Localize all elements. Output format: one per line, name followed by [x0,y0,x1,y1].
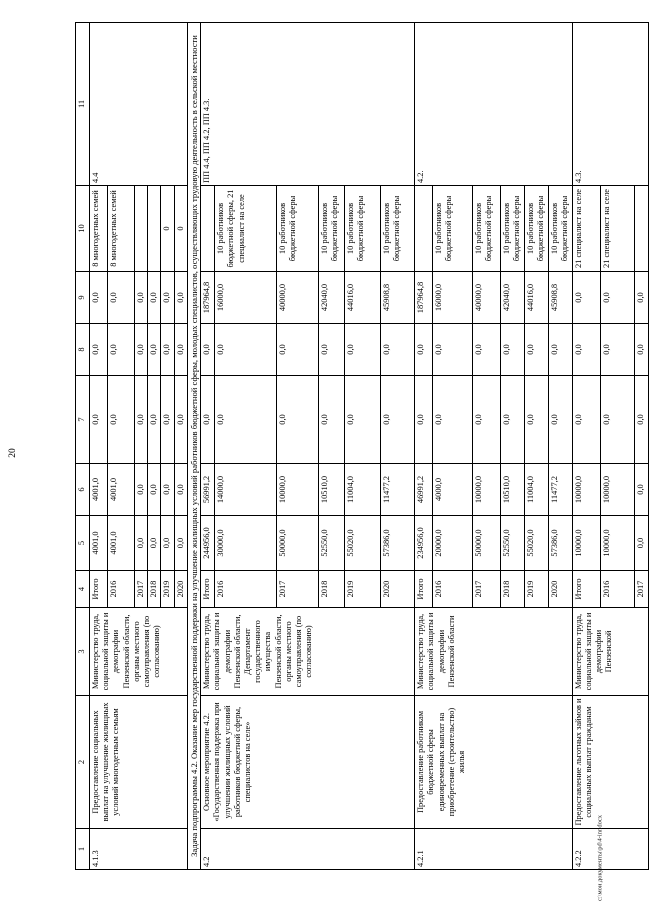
program-table [75,22,649,870]
value-cell: 56991,2 [201,464,215,516]
value-cell: 0,0 [90,272,108,324]
value-cell: 57386,0 [548,516,572,571]
table-row [201,23,215,870]
value-cell: 0,0 [135,272,148,324]
indicator-cell: 10 работников бюджетной сферы [473,186,501,272]
value-cell: 11004,0 [345,464,381,516]
value-cell: 30000,0 [215,516,277,571]
measure-name: Предоставление работникам бюджетной сферы единовременных выплат на приобретение (строительство) жилья [415,696,572,829]
value-cell: 10000,0 [600,464,634,516]
value-cell: 4001,0 [108,464,135,516]
year-cell: 2019 [345,571,381,608]
value-cell: 0,0 [600,272,634,324]
value-cell: 0,0 [572,376,600,464]
value-cell: 0,0 [277,376,319,464]
value-cell: 0,0 [135,324,148,376]
value-cell: 0,0 [572,272,600,324]
year-cell: 2016 [600,571,634,608]
value-cell: 50000,0 [473,516,501,571]
measure-name: Предоставление льготных займов и социальных выплат гражданам [572,696,648,829]
value-cell: 0,0 [161,376,174,464]
value-cell: 0,0 [319,376,345,464]
value-cell: 42040,0 [319,272,345,324]
value-cell: 187964,8 [415,272,433,324]
value-cell: 244956,0 [201,516,215,571]
value-cell: 234956,0 [415,516,433,571]
value-cell: 0,0 [108,376,135,464]
indicator-cell: 8 многодетных семей [90,186,108,272]
column-number-header: 4 [76,571,90,608]
page-number: 20 [8,447,18,458]
indicator-cell: 21 специалист на селе [600,186,634,272]
value-cell: 42040,0 [501,272,525,324]
value-cell: 45908,8 [548,272,572,324]
value-cell: 0,0 [381,324,415,376]
column-number-header: 1 [76,829,90,870]
year-cell: 2016 [108,571,135,608]
value-cell: 0,0 [634,324,648,376]
indicator-cell [201,186,215,272]
measure-number: 4.2.2 [572,829,648,870]
value-cell: 0,0 [600,376,634,464]
value-cell: 0,0 [501,324,525,376]
year-cell: 2018 [319,571,345,608]
value-cell: 11477,2 [381,464,415,516]
year-cell: 2017 [634,571,648,608]
year-cell: Итого [201,571,215,608]
value-cell: 55020,0 [525,516,548,571]
year-cell: 2016 [433,571,473,608]
value-cell: 57386,0 [381,516,415,571]
year-cell: Итого [415,571,433,608]
value-cell: 0,0 [135,464,148,516]
header-row [76,23,90,870]
value-cell: 4001,0 [90,516,108,571]
value-cell: 4000,0 [433,464,473,516]
value-cell: 0,0 [174,324,187,376]
indicator-cell: 10 работников бюджетной сферы [345,186,381,272]
table-body [76,23,649,870]
value-cell: 0,0 [634,376,648,464]
indicator-cell: 10 работников бюджетной сферы [319,186,345,272]
value-cell: 10000,0 [277,464,319,516]
column-number-header: 5 [76,516,90,571]
value-cell: 50000,0 [277,516,319,571]
section-title: Задача подпрограммы 4.2. Оказание мер государственной поддержки на улучшение жилищных условий работников бюджетной сферы, молодых специалистов, осуществляющих трудовую деятельность в сельской местности [187,23,200,870]
year-cell: 2017 [277,571,319,608]
value-cell: 0,0 [90,324,108,376]
value-cell: 0,0 [215,324,277,376]
value-cell: 0,0 [201,376,215,464]
value-cell: 0,0 [135,516,148,571]
value-cell: 16000,0 [215,272,277,324]
year-cell: 2016 [215,571,277,608]
indicator-cell: 8 многодетных семей [108,186,135,272]
value-cell: 10510,0 [501,464,525,516]
value-cell: 0,0 [148,272,161,324]
year-cell: 2020 [548,571,572,608]
indicator-cell [135,186,148,272]
year-cell: Итого [90,571,108,608]
year-cell: 2018 [148,571,161,608]
value-cell: 44016,0 [525,272,548,324]
value-cell: 0,0 [90,376,108,464]
value-cell: 0,0 [108,324,135,376]
value-cell: 40000,0 [473,272,501,324]
column-number-header: 2 [76,696,90,829]
indicator-link: ПП 4.4, ПП 4.2, ПП 4.3. [201,23,415,186]
column-number-header: 8 [76,324,90,376]
indicator-cell [148,186,161,272]
value-cell: 0,0 [473,324,501,376]
year-cell: 2017 [473,571,501,608]
indicator-cell: 10 работников бюджетной сферы [525,186,548,272]
value-cell: 0,0 [161,272,174,324]
value-cell: 0,0 [381,376,415,464]
value-cell: 10000,0 [473,464,501,516]
value-cell: 0,0 [174,464,187,516]
file-path-footer: c:\мои документы\pd\4-inr.docx [596,814,604,902]
executor: Министерство труда, социальной защиты и демографии Пензенской области, Департамент государственного имущества Пензенской области, органы местного самоуправления (по согласованию) [201,608,415,696]
measure-name: Основное мероприятие 4.2. «Государственная поддержка при улучшении жилищных условий работников бюджетной сферы, специалистов на селе» [201,696,415,829]
value-cell: 0,0 [161,516,174,571]
executor: Министерство труда, социальной защиты и демографии Пензенской области, органы местного самоуправления (по согласованию) [90,608,188,696]
value-cell: 10510,0 [319,464,345,516]
value-cell: 0,0 [433,324,473,376]
year-cell: Итого [572,571,600,608]
indicator-cell: 0 [174,186,187,272]
value-cell: 4001,0 [90,464,108,516]
value-cell: 55020,0 [345,516,381,571]
value-cell: 40000,0 [277,272,319,324]
value-cell: 0,0 [277,324,319,376]
value-cell: 0,0 [634,516,648,571]
indicator-cell: 10 работников бюджетной сферы [277,186,319,272]
value-cell: 0,0 [215,376,277,464]
indicator-link: 4.3. [572,23,648,186]
year-cell: 2019 [525,571,548,608]
column-number-header: 7 [76,376,90,464]
year-cell: 2020 [381,571,415,608]
value-cell: 10000,0 [572,464,600,516]
value-cell: 0,0 [473,376,501,464]
value-cell: 0,0 [415,376,433,464]
indicator-cell: 0 [161,186,174,272]
year-cell: 2019 [161,571,174,608]
measure-number: 4.2.1 [415,829,572,870]
value-cell: 0,0 [174,376,187,464]
value-cell: 0,0 [525,324,548,376]
value-cell: 11477,2 [548,464,572,516]
table-row [415,23,433,870]
value-cell: 0,0 [135,376,148,464]
value-cell: 0,0 [161,324,174,376]
indicator-link: 4.4 [90,23,188,186]
indicator-cell: 10 работников бюджетной сферы, 21 специалист на селе [215,186,277,272]
measure-name: Предоставление социальных выплат на улучшение жилищных условий многодетным семьям [90,696,188,829]
indicator-cell [634,186,648,272]
value-cell: 0,0 [108,272,135,324]
executor: Министерство труда, социальной защиты и демографии Пензенской области [415,608,572,696]
column-number-header: 10 [76,186,90,272]
value-cell: 52550,0 [501,516,525,571]
value-cell: 0,0 [319,324,345,376]
value-cell: 0,0 [433,376,473,464]
value-cell: 20000,0 [433,516,473,571]
value-cell: 0,0 [345,324,381,376]
value-cell: 0,0 [548,376,572,464]
value-cell: 0,0 [161,464,174,516]
value-cell: 46991,2 [415,464,433,516]
indicator-cell: 10 работников бюджетной сферы [433,186,473,272]
value-cell: 10000,0 [600,516,634,571]
value-cell: 0,0 [634,464,648,516]
indicator-link: 4.2. [415,23,572,186]
indicator-cell [415,186,433,272]
column-number-header: 11 [76,23,90,186]
value-cell: 0,0 [501,376,525,464]
indicator-cell: 10 работников бюджетной сферы [548,186,572,272]
value-cell: 0,0 [148,516,161,571]
table-row [90,23,108,870]
value-cell: 0,0 [148,324,161,376]
value-cell: 0,0 [148,376,161,464]
value-cell: 0,0 [415,324,433,376]
year-cell: 2020 [174,571,187,608]
indicator-cell: 10 работников бюджетной сферы [501,186,525,272]
value-cell: 10000,0 [572,516,600,571]
column-number-header: 3 [76,608,90,696]
measure-number: 4.1.3 [90,829,188,870]
indicator-cell: 21 специалист на селе [572,186,600,272]
year-cell: 2018 [501,571,525,608]
value-cell: 0,0 [548,324,572,376]
year-cell: 2017 [135,571,148,608]
value-cell: 45908,8 [381,272,415,324]
value-cell: 44016,0 [345,272,381,324]
value-cell: 0,0 [148,464,161,516]
column-number-header: 9 [76,272,90,324]
value-cell: 16000,0 [433,272,473,324]
value-cell: 0,0 [201,324,215,376]
indicator-cell: 10 работников бюджетной сферы [381,186,415,272]
value-cell: 11004,0 [525,464,548,516]
value-cell: 0,0 [345,376,381,464]
section-title-row [187,23,200,870]
measure-number: 4.2 [201,829,415,870]
value-cell: 0,0 [525,376,548,464]
executor: Министерство труда, социальной защиты и демографии Пензенской [572,608,648,696]
value-cell: 0,0 [572,324,600,376]
value-cell: 0,0 [600,324,634,376]
column-number-header: 6 [76,464,90,516]
value-cell: 52550,0 [319,516,345,571]
value-cell: 4001,0 [108,516,135,571]
value-cell: 0,0 [174,516,187,571]
value-cell: 0,0 [174,272,187,324]
value-cell: 0,0 [634,272,648,324]
value-cell: 14000,0 [215,464,277,516]
value-cell: 187964,8 [201,272,215,324]
